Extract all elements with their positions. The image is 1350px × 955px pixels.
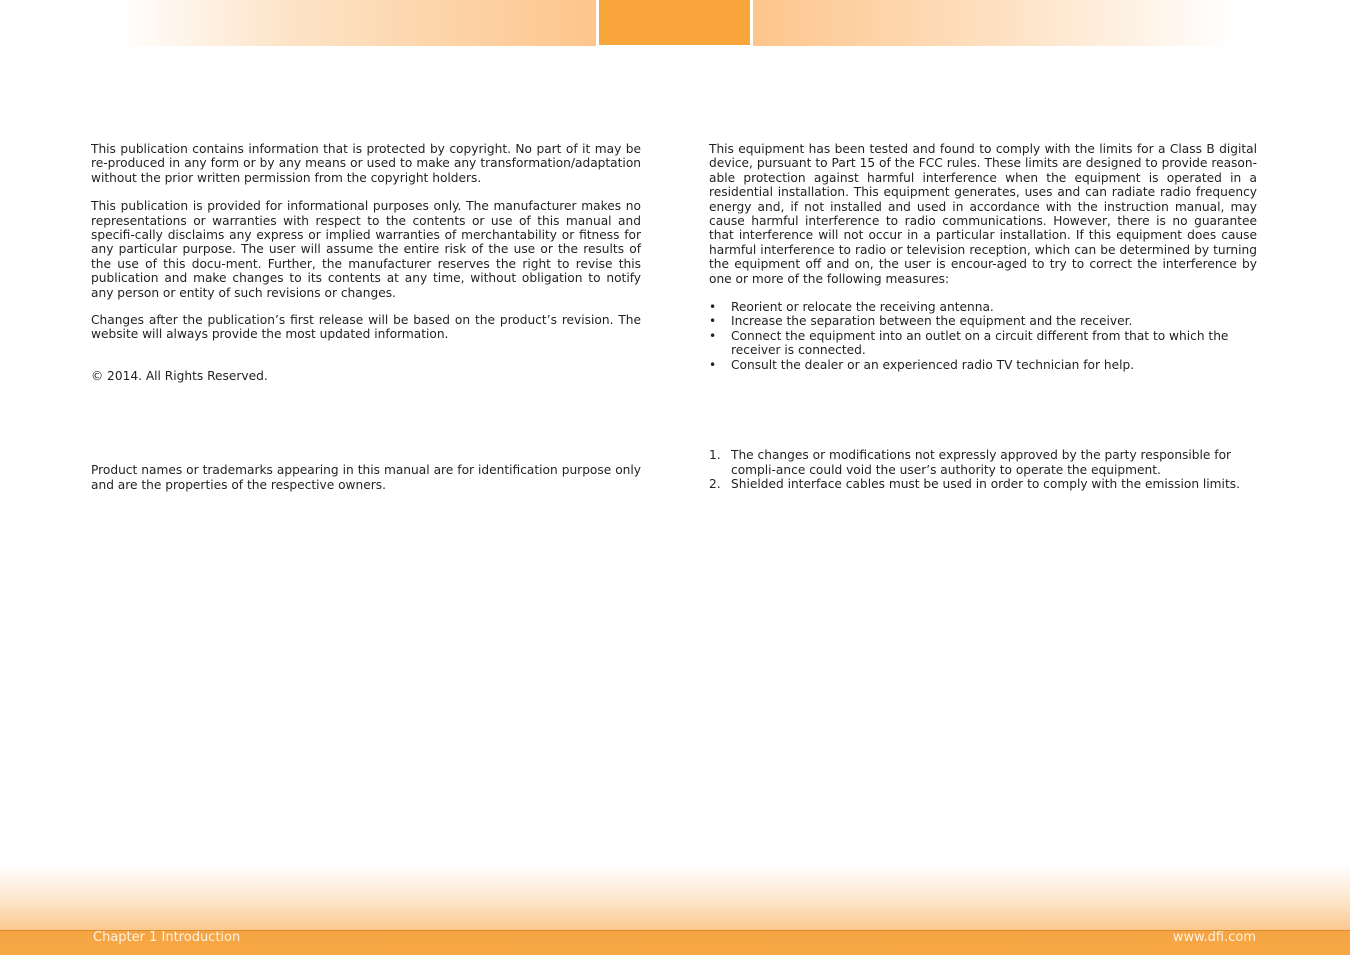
list-number: 1. [709,448,721,463]
header-band-right [753,0,1235,46]
copyright-paragraph-2: This publication is provided for informational purposes only. The manufacturer makes no representations or warranties with respect to the contents or use of this manual and specifi-cally disclaims any express or implied warranties of merchantability or fitness for any particular purpose. The user will assume the entire risk of the use or the results of the use of this docu-ment. Further, the manufacturer reserves the right to revise this publication and make changes to its contents at any time, without obligation to notify any person or entity of such revisions or changes. [91,199,641,300]
rights-statement: © 2014. All Rights Reserved. [91,368,268,383]
trademarks-paragraph: Product names or trademarks appearing in this manual are for identification purpose only and are the properties of the respective owners. [91,463,641,492]
list-item: • Reorient or relocate the receiving antenna. [709,300,994,315]
notices-list [709,448,1257,491]
footer-chapter-label: Chapter 1 Introduction [93,930,241,945]
bullet-marker: • [709,357,717,372]
left-column [91,142,641,492]
footer-website-link[interactable]: www.dfi.com [1172,930,1256,945]
bullet-marker: • [709,328,717,343]
copyright-paragraph-1: This publication contains information that is protected by copyright. No part of it may be re-produced in any form or by any means or used to make any transformation/adaptation without the prior written permission from the copyright holders. [91,142,641,185]
list-item: 2. Shielded interface cables must be used in order to comply with the emission limits. [709,476,1240,491]
list-item: 1. The changes or modifications not expressly approved by the party responsible for compli-ance could void the user’s authority to operate the equipment. [709,448,1232,477]
header-band-left [118,0,596,46]
measures-list [709,300,1257,372]
fcc-statement: This equipment has been tested and found to comply with the limits for a Class B digital device, pursuant to Part 15 of the FCC rules. These limits are designed to provide reason-able protection against harmful interference when the equipment is operated in a residential installation. This equipment generates, uses and can radiate radio frequency energy and, if not installed and used in accordance with the instruction manual, may cause harmful interference to radio communications. However, there is no guarantee that interference will not occur in a particular installation. If this equipment does cause harmful interference to radio or television reception, which can be determined by turning the equipment off and on, the user is encour-aged to try to correct the interference by one or more of the following measures: [709,142,1257,286]
bullet-marker: • [709,314,717,329]
footer-glow [0,864,1350,930]
list-item: • Increase the separation between the equipment and the receiver. [709,314,1133,329]
header-tab-highlight [599,0,750,45]
list-item: • Connect the equipment into an outlet on a circuit different from that to which the receiver is connected. [709,328,1229,358]
list-number: 2. [709,476,721,491]
copyright-paragraph-3: Changes after the publication’s first release will be based on the product’s revision. The website will always provide the most updated information. [91,313,641,342]
list-item: • Consult the dealer or an experienced radio TV technician for help. [709,357,1135,372]
right-column [709,142,1257,491]
bullet-marker: • [709,300,717,315]
